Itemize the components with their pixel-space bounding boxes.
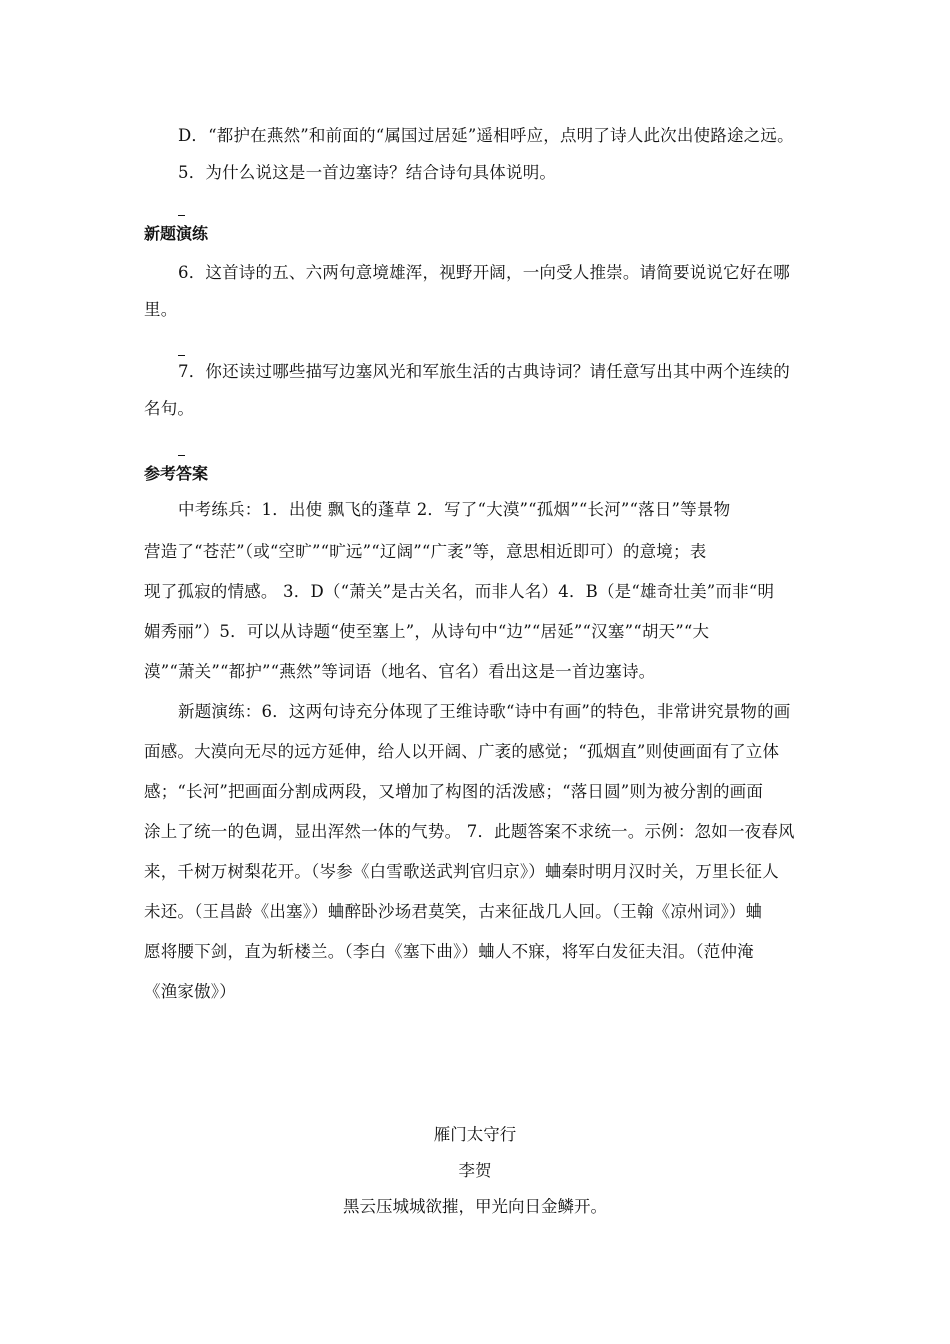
question-7-line-1: 7．你还读过哪些描写边塞风光和军旅生活的古典诗词？请任意写出其中两个连续的 <box>178 362 790 381</box>
answer-blank <box>178 215 185 216</box>
question-6-line-2: 里。 <box>144 300 178 319</box>
poem-author: 李贺 <box>458 1161 492 1180</box>
section-heading-new-practice: 新题演练 <box>144 224 209 243</box>
question-5: 5．为什么说这是一首边塞诗？结合诗句具体说明。 <box>178 163 557 182</box>
poem-line: 黑云压城城欲摧，甲光向日金鳞开。 <box>343 1197 607 1216</box>
answer-paragraph-2: 新题演练：6．这两句诗充分体现了王维诗歌“诗中有画”的特色，非常讲究景物的画 <box>178 702 791 721</box>
option-d: D．“都护在燕然”和前面的“属国过居延”遥相呼应，点明了诗人此次出使路途之远。 <box>178 126 794 145</box>
section-heading-answers: 参考答案 <box>144 464 209 483</box>
answer-paragraph-1: 营造了“苍茫”（或“空旷”“旷远”“辽阔”“广袤”等，意思相近即可）的意境；表 <box>144 542 707 561</box>
answer-paragraph-2: 《渔家傲》） <box>144 982 236 1001</box>
answer-paragraph-2: 感；“长河”把画面分割成两段，又增加了构图的活泼感；“落日圆”则为被分割的画面 <box>144 782 764 801</box>
answer-paragraph-1: 现了孤寂的情感。 3．D（“萧关”是古关名，而非人名）4．B（是“雄奇壮美”而非“明 <box>144 582 775 601</box>
answer-paragraph-2: 愿将腰下剑，直为斩楼兰。（李白《塞下曲》）蛐人不寐，将军白发征夫泪。（范仲淹 <box>144 942 754 961</box>
answer-paragraph-1: 漠”“萧关”“都护”“燕然”等词语（地名、官名）看出这是一首边塞诗。 <box>144 662 656 681</box>
question-6-line-1: 6．这首诗的五、六两句意境雄浑，视野开阔，一向受人推崇。请简要说说它好在哪 <box>178 263 790 282</box>
answer-paragraph-2: 未还。（王昌龄《出塞》）蛐醉卧沙场君莫笑，古来征战几人回。（王翰《凉州词》）蛐 <box>144 902 763 921</box>
answer-paragraph-1: 媚秀丽”）5．可以从诗题“使至塞上”，从诗句中“边”“居延”“汉塞”“胡天”“大 <box>144 622 710 641</box>
answer-paragraph-2: 面感。大漠向无尽的远方延伸，给人以开阔、广袤的感觉；“孤烟直”则使画面有了立体 <box>144 742 780 761</box>
poem-title: 雁门太守行 <box>433 1125 517 1144</box>
answer-blank <box>178 355 185 356</box>
answer-paragraph-2: 来，千树万树梨花开。（岑参《白雪歌送武判官归京》）蛐秦时明月汉时关，万里长征人 <box>144 862 779 881</box>
answer-blank <box>178 455 185 456</box>
question-7-line-2: 名句。 <box>144 399 195 418</box>
answer-paragraph-1: 中考练兵：1．出使 飘飞的蓬草 2．写了“大漠”“孤烟”“长河”“落日”等景物 <box>178 500 731 519</box>
answer-paragraph-2: 涂上了统一的色调，显出浑然一体的气势。 7．此题答案不求统一。示例：忽如一夜春风 <box>144 822 795 841</box>
